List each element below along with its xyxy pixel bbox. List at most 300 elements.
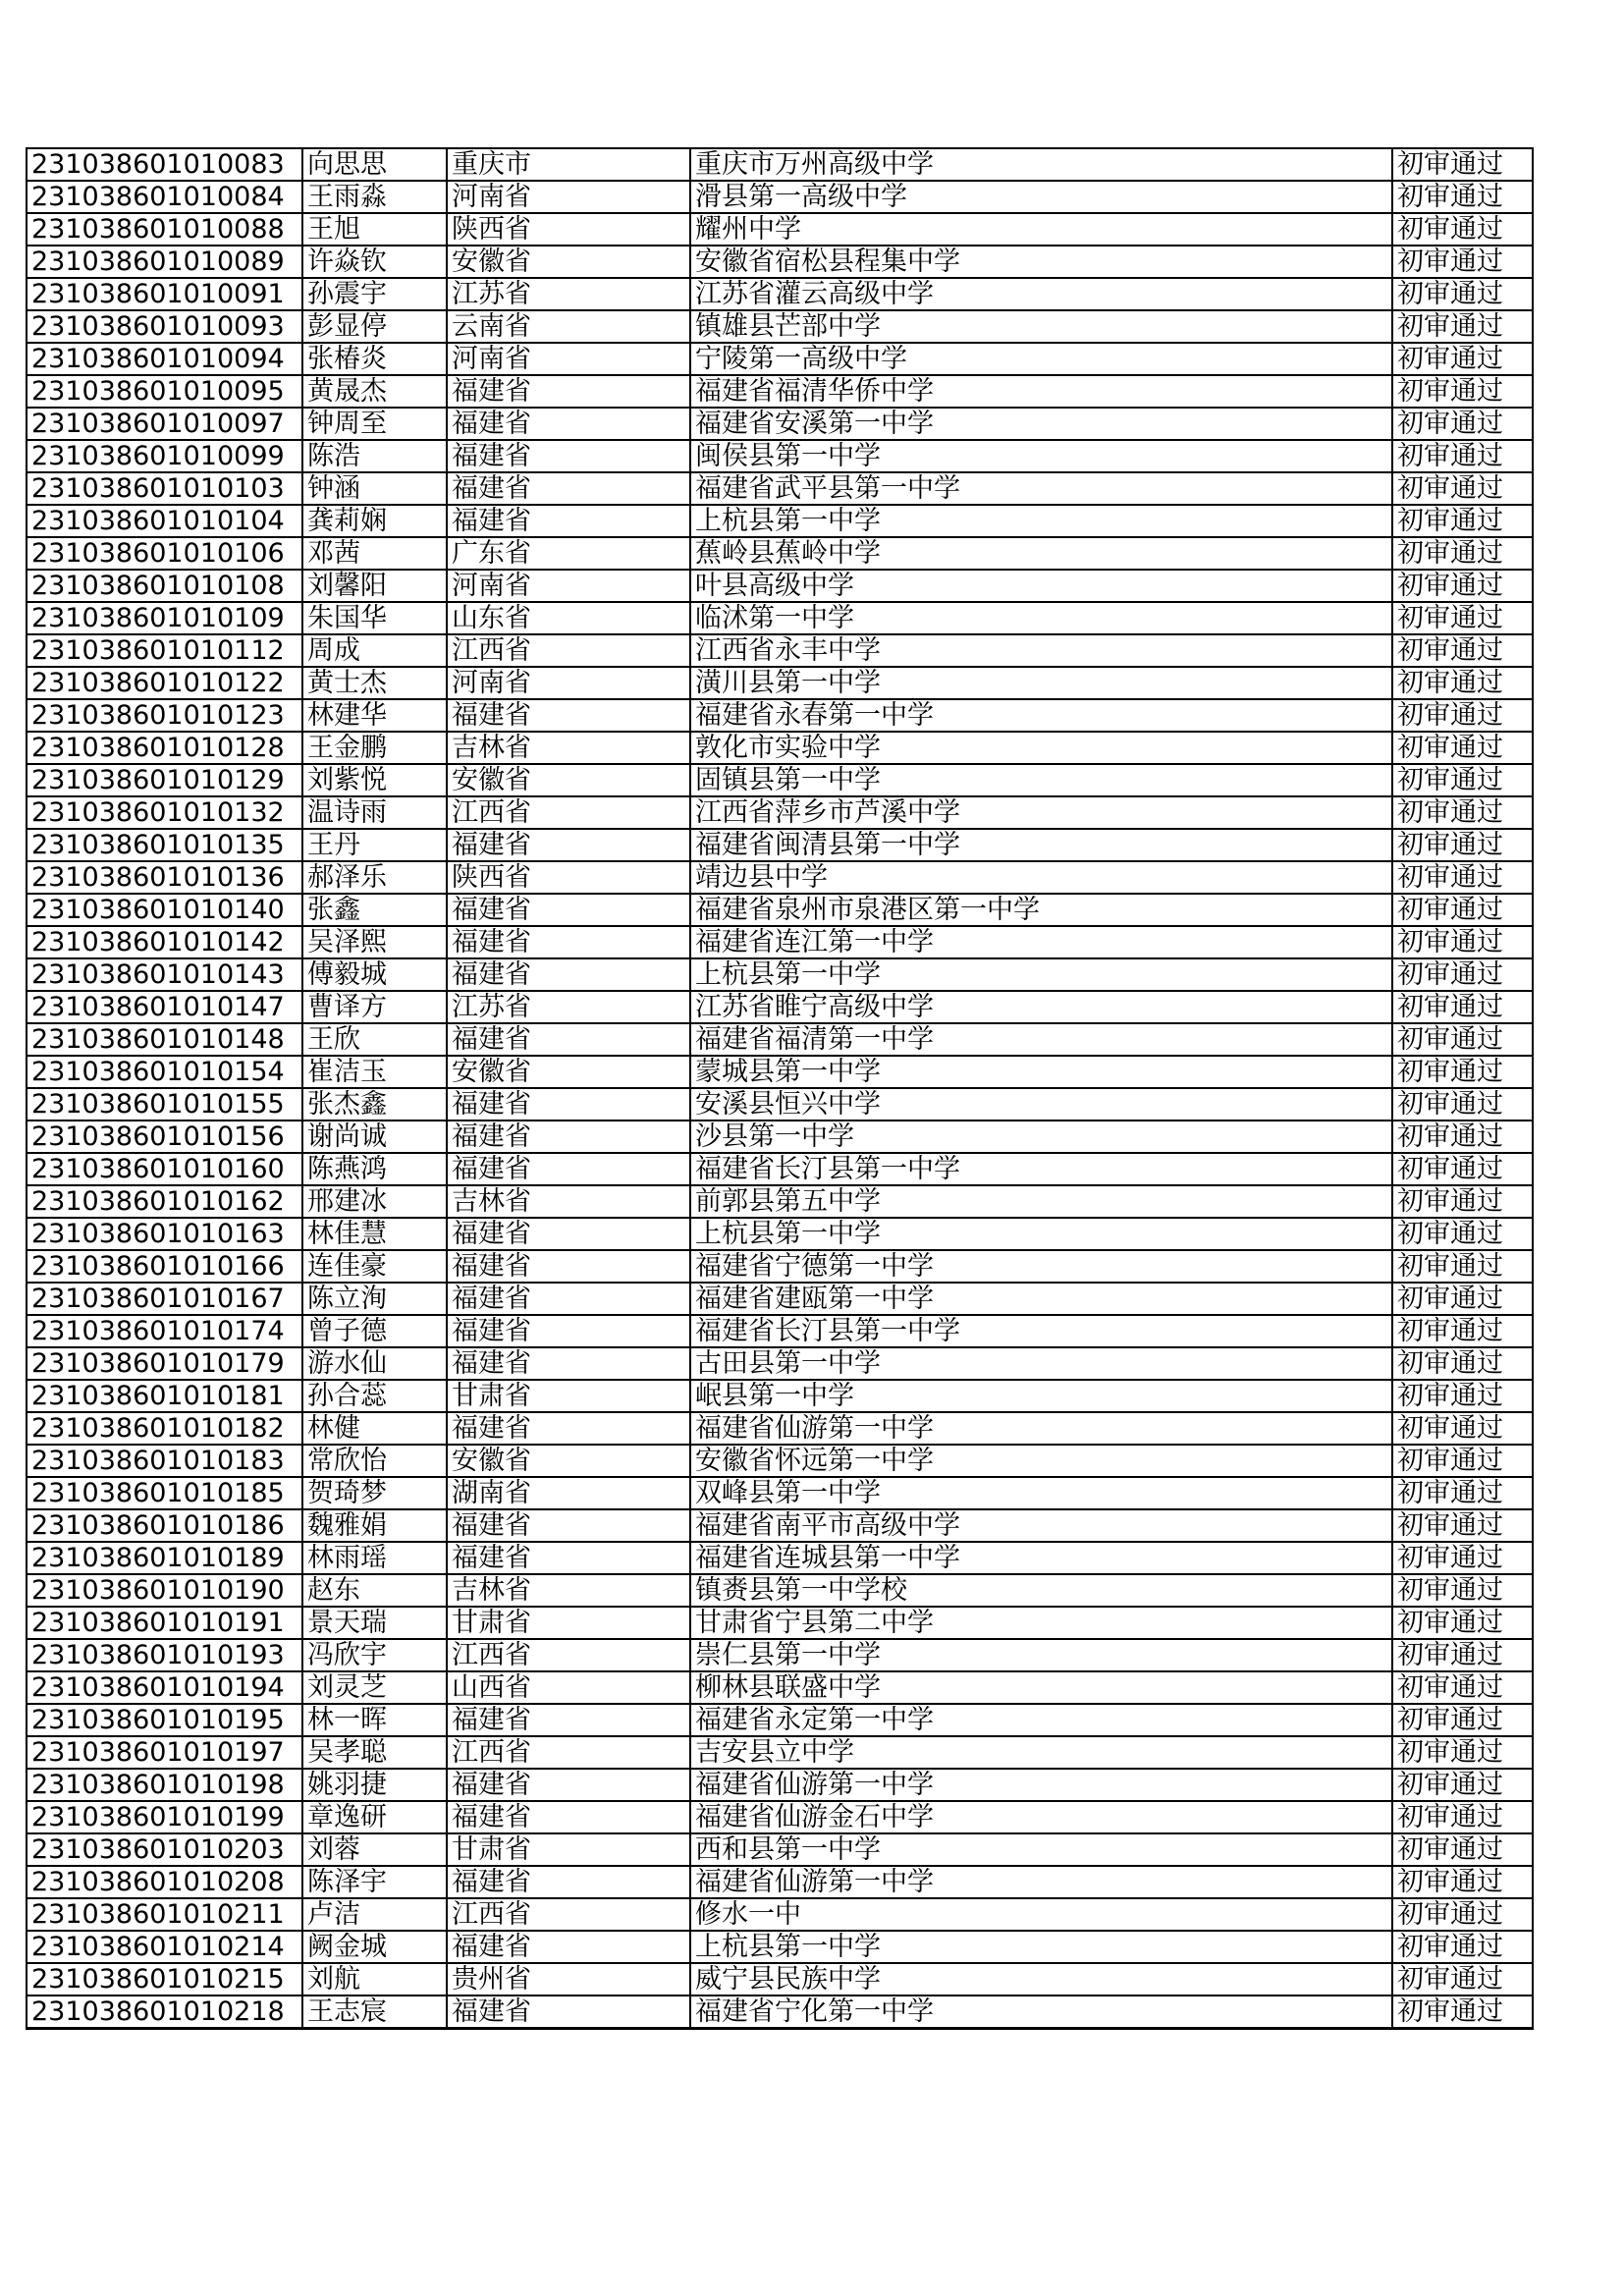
status-cell: 初审通过	[1392, 1801, 1533, 1833]
province-cell: 河南省	[447, 570, 690, 602]
applicant-id-cell: 231038601010108	[27, 570, 302, 602]
applicant-id-cell: 231038601010191	[27, 1607, 302, 1639]
province-cell: 安徽省	[447, 246, 690, 278]
applicant-name-cell: 曾子德	[302, 1315, 447, 1347]
school-cell: 江苏省灌云高级中学	[690, 278, 1392, 310]
applicant-id-cell: 231038601010166	[27, 1250, 302, 1283]
applicant-id-cell: 231038601010181	[27, 1380, 302, 1412]
school-cell: 重庆市万州高级中学	[690, 148, 1392, 181]
status-cell: 初审通过	[1392, 1931, 1533, 1963]
table-row	[27, 1898, 1533, 1931]
table-row	[27, 1607, 1533, 1639]
status-cell: 初审通过	[1392, 310, 1533, 343]
table-body	[27, 148, 1533, 2029]
status-cell: 初审通过	[1392, 634, 1533, 667]
status-cell: 初审通过	[1392, 148, 1533, 181]
table-row	[27, 699, 1533, 732]
status-cell: 初审通过	[1392, 537, 1533, 570]
applicant-id-cell: 231038601010094	[27, 343, 302, 375]
applicant-name-cell: 郝泽乐	[302, 861, 447, 894]
applicant-id-cell: 231038601010106	[27, 537, 302, 570]
applicant-id-cell: 231038601010154	[27, 1056, 302, 1088]
applicant-id-cell: 231038601010167	[27, 1283, 302, 1315]
applicant-name-cell: 吴泽熙	[302, 926, 447, 958]
applicant-id-cell: 231038601010095	[27, 375, 302, 408]
applicant-id-cell: 231038601010097	[27, 408, 302, 440]
status-cell: 初审通过	[1392, 1283, 1533, 1315]
applicant-name-cell: 王雨淼	[302, 181, 447, 213]
school-cell: 福建省福清华侨中学	[690, 375, 1392, 408]
applicant-name-cell: 陈浩	[302, 440, 447, 472]
applicant-name-cell: 王金鹏	[302, 732, 447, 764]
province-cell: 安徽省	[447, 764, 690, 796]
applicant-id-cell: 231038601010183	[27, 1445, 302, 1477]
table-row	[27, 1477, 1533, 1509]
school-cell: 福建省泉州市泉港区第一中学	[690, 894, 1392, 926]
applicant-name-cell: 林建华	[302, 699, 447, 732]
status-cell: 初审通过	[1392, 181, 1533, 213]
province-cell: 福建省	[447, 375, 690, 408]
province-cell: 福建省	[447, 1995, 690, 2029]
applicant-id-cell: 231038601010089	[27, 246, 302, 278]
applicant-name-cell: 刘紫悦	[302, 764, 447, 796]
school-cell: 福建省连城县第一中学	[690, 1542, 1392, 1574]
status-cell: 初审通过	[1392, 1833, 1533, 1866]
status-cell: 初审通过	[1392, 667, 1533, 699]
table-row	[27, 1153, 1533, 1185]
applicant-id-cell: 231038601010155	[27, 1088, 302, 1121]
school-cell: 敦化市实验中学	[690, 732, 1392, 764]
school-cell: 闽侯县第一中学	[690, 440, 1392, 472]
province-cell: 江西省	[447, 1736, 690, 1769]
applicant-id-cell: 231038601010214	[27, 1931, 302, 1963]
table-row	[27, 1121, 1533, 1153]
applicant-name-cell: 黄士杰	[302, 667, 447, 699]
table-row	[27, 1250, 1533, 1283]
applicant-id-cell: 231038601010122	[27, 667, 302, 699]
province-cell: 福建省	[447, 926, 690, 958]
applicant-id-cell: 231038601010195	[27, 1704, 302, 1736]
applicant-name-cell: 张杰鑫	[302, 1088, 447, 1121]
applicant-id-cell: 231038601010112	[27, 634, 302, 667]
table-row	[27, 1380, 1533, 1412]
applicant-name-cell: 刘航	[302, 1963, 447, 1995]
status-cell: 初审通过	[1392, 1995, 1533, 2029]
applicant-id-cell: 231038601010091	[27, 278, 302, 310]
school-cell: 耀州中学	[690, 213, 1392, 246]
table-row	[27, 1412, 1533, 1445]
table-row	[27, 1769, 1533, 1801]
applicant-name-cell: 彭显停	[302, 310, 447, 343]
status-cell: 初审通过	[1392, 1056, 1533, 1088]
province-cell: 福建省	[447, 699, 690, 732]
school-cell: 福建省宁德第一中学	[690, 1250, 1392, 1283]
applicant-name-cell: 温诗雨	[302, 796, 447, 829]
school-cell: 福建省仙游第一中学	[690, 1412, 1392, 1445]
school-cell: 蕉岭县蕉岭中学	[690, 537, 1392, 570]
status-cell: 初审通过	[1392, 894, 1533, 926]
applicant-id-cell: 231038601010194	[27, 1671, 302, 1704]
table-row	[27, 634, 1533, 667]
table-row	[27, 1995, 1533, 2029]
province-cell: 福建省	[447, 829, 690, 861]
school-cell: 滑县第一高级中学	[690, 181, 1392, 213]
province-cell: 福建省	[447, 1088, 690, 1121]
status-cell: 初审通过	[1392, 472, 1533, 505]
table-row	[27, 958, 1533, 991]
applicant-name-cell: 王志宸	[302, 1995, 447, 2029]
school-cell: 福建省安溪第一中学	[690, 408, 1392, 440]
applicant-id-cell: 231038601010189	[27, 1542, 302, 1574]
table-row	[27, 1639, 1533, 1671]
status-cell: 初审通过	[1392, 1769, 1533, 1801]
applicant-name-cell: 邢建冰	[302, 1185, 447, 1218]
province-cell: 福建省	[447, 1250, 690, 1283]
status-cell: 初审通过	[1392, 699, 1533, 732]
applicant-id-cell: 231038601010179	[27, 1347, 302, 1380]
province-cell: 陕西省	[447, 861, 690, 894]
province-cell: 福建省	[447, 1347, 690, 1380]
applicant-id-cell: 231038601010104	[27, 505, 302, 537]
applicant-id-cell: 231038601010193	[27, 1639, 302, 1671]
province-cell: 福建省	[447, 958, 690, 991]
province-cell: 福建省	[447, 505, 690, 537]
school-cell: 福建省建瓯第一中学	[690, 1283, 1392, 1315]
province-cell: 江西省	[447, 634, 690, 667]
applicant-id-cell: 231038601010140	[27, 894, 302, 926]
applicant-name-cell: 孙震宇	[302, 278, 447, 310]
applicant-name-cell: 赵东	[302, 1574, 447, 1607]
applicant-id-cell: 231038601010211	[27, 1898, 302, 1931]
applicant-name-cell: 刘馨阳	[302, 570, 447, 602]
table-row	[27, 1056, 1533, 1088]
school-cell: 福建省仙游第一中学	[690, 1866, 1392, 1898]
status-cell: 初审通过	[1392, 1380, 1533, 1412]
table-row	[27, 1218, 1533, 1250]
applicant-name-cell: 黄晟杰	[302, 375, 447, 408]
table-row	[27, 181, 1533, 213]
province-cell: 福建省	[447, 1121, 690, 1153]
table-row	[27, 1671, 1533, 1704]
status-cell: 初审通过	[1392, 861, 1533, 894]
status-cell: 初审通过	[1392, 1866, 1533, 1898]
table-row	[27, 861, 1533, 894]
table-row	[27, 1866, 1533, 1898]
school-cell: 福建省武平县第一中学	[690, 472, 1392, 505]
school-cell: 福建省闽清县第一中学	[690, 829, 1392, 861]
province-cell: 福建省	[447, 1866, 690, 1898]
school-cell: 江苏省睢宁高级中学	[690, 991, 1392, 1023]
school-cell: 临沭第一中学	[690, 602, 1392, 634]
applicant-name-cell: 孙合蕊	[302, 1380, 447, 1412]
applicant-name-cell: 陈泽宇	[302, 1866, 447, 1898]
school-cell: 蒙城县第一中学	[690, 1056, 1392, 1088]
status-cell: 初审通过	[1392, 213, 1533, 246]
table-row	[27, 796, 1533, 829]
province-cell: 福建省	[447, 1023, 690, 1056]
applicant-id-cell: 231038601010123	[27, 699, 302, 732]
applicant-name-cell: 吴孝聪	[302, 1736, 447, 1769]
school-cell: 安徽省怀远第一中学	[690, 1445, 1392, 1477]
school-cell: 福建省长汀县第一中学	[690, 1153, 1392, 1185]
applicant-id-cell: 231038601010203	[27, 1833, 302, 1866]
province-cell: 江西省	[447, 796, 690, 829]
applicant-name-cell: 崔洁玉	[302, 1056, 447, 1088]
province-cell: 山东省	[447, 602, 690, 634]
school-cell: 前郭县第五中学	[690, 1185, 1392, 1218]
province-cell: 甘肃省	[447, 1607, 690, 1639]
province-cell: 福建省	[447, 1283, 690, 1315]
table-row	[27, 1347, 1533, 1380]
applicant-id-cell: 231038601010198	[27, 1769, 302, 1801]
province-cell: 吉林省	[447, 1185, 690, 1218]
province-cell: 福建省	[447, 1315, 690, 1347]
status-cell: 初审通过	[1392, 1250, 1533, 1283]
applicant-id-cell: 231038601010160	[27, 1153, 302, 1185]
province-cell: 安徽省	[447, 1056, 690, 1088]
status-cell: 初审通过	[1392, 829, 1533, 861]
school-cell: 上杭县第一中学	[690, 1218, 1392, 1250]
status-cell: 初审通过	[1392, 926, 1533, 958]
school-cell: 福建省连江第一中学	[690, 926, 1392, 958]
table-row	[27, 1542, 1533, 1574]
status-cell: 初审通过	[1392, 570, 1533, 602]
table-row	[27, 1801, 1533, 1833]
status-cell: 初审通过	[1392, 1509, 1533, 1542]
applicant-name-cell: 景天瑞	[302, 1607, 447, 1639]
school-cell: 镇赉县第一中学校	[690, 1574, 1392, 1607]
status-cell: 初审通过	[1392, 1671, 1533, 1704]
applicant-name-cell: 朱国华	[302, 602, 447, 634]
applicant-id-cell: 231038601010136	[27, 861, 302, 894]
applicant-id-cell: 231038601010163	[27, 1218, 302, 1250]
applicant-id-cell: 231038601010147	[27, 991, 302, 1023]
province-cell: 江苏省	[447, 991, 690, 1023]
school-cell: 福建省南平市高级中学	[690, 1509, 1392, 1542]
applicant-id-cell: 231038601010186	[27, 1509, 302, 1542]
applicant-name-cell: 邓茜	[302, 537, 447, 570]
province-cell: 江西省	[447, 1898, 690, 1931]
applicant-name-cell: 龚莉娴	[302, 505, 447, 537]
province-cell: 福建省	[447, 1412, 690, 1445]
status-cell: 初审通过	[1392, 1185, 1533, 1218]
candidate-table	[26, 147, 1534, 2030]
applicant-name-cell: 王旭	[302, 213, 447, 246]
status-cell: 初审通过	[1392, 1607, 1533, 1639]
applicant-name-cell: 林一晖	[302, 1704, 447, 1736]
table-row	[27, 246, 1533, 278]
status-cell: 初审通过	[1392, 1088, 1533, 1121]
province-cell: 福建省	[447, 1769, 690, 1801]
applicant-name-cell: 魏雅娟	[302, 1509, 447, 1542]
applicant-id-cell: 231038601010143	[27, 958, 302, 991]
province-cell: 江西省	[447, 1639, 690, 1671]
school-cell: 固镇县第一中学	[690, 764, 1392, 796]
school-cell: 上杭县第一中学	[690, 1931, 1392, 1963]
table-row	[27, 570, 1533, 602]
status-cell: 初审通过	[1392, 1704, 1533, 1736]
province-cell: 云南省	[447, 310, 690, 343]
province-cell: 吉林省	[447, 1574, 690, 1607]
school-cell: 修水一中	[690, 1898, 1392, 1931]
table-row	[27, 926, 1533, 958]
applicant-id-cell: 231038601010174	[27, 1315, 302, 1347]
table-row	[27, 148, 1533, 181]
table-row	[27, 440, 1533, 472]
applicant-name-cell: 常欣怡	[302, 1445, 447, 1477]
province-cell: 河南省	[447, 181, 690, 213]
province-cell: 福建省	[447, 1704, 690, 1736]
province-cell: 福建省	[447, 894, 690, 926]
province-cell: 福建省	[447, 440, 690, 472]
province-cell: 福建省	[447, 1801, 690, 1833]
table-row	[27, 505, 1533, 537]
status-cell: 初审通过	[1392, 732, 1533, 764]
applicant-id-cell: 231038601010142	[27, 926, 302, 958]
school-cell: 甘肃省宁县第二中学	[690, 1607, 1392, 1639]
status-cell: 初审通过	[1392, 505, 1533, 537]
table-row	[27, 1736, 1533, 1769]
school-cell: 西和县第一中学	[690, 1833, 1392, 1866]
applicant-name-cell: 林佳慧	[302, 1218, 447, 1250]
applicant-name-cell: 章逸研	[302, 1801, 447, 1833]
applicant-name-cell: 冯欣宇	[302, 1639, 447, 1671]
table-row	[27, 764, 1533, 796]
applicant-id-cell: 231038601010135	[27, 829, 302, 861]
applicant-id-cell: 231038601010199	[27, 1801, 302, 1833]
province-cell: 甘肃省	[447, 1833, 690, 1866]
status-cell: 初审通过	[1392, 1639, 1533, 1671]
province-cell: 福建省	[447, 1153, 690, 1185]
status-cell: 初审通过	[1392, 1574, 1533, 1607]
school-cell: 安溪县恒兴中学	[690, 1088, 1392, 1121]
status-cell: 初审通过	[1392, 408, 1533, 440]
province-cell: 安徽省	[447, 1445, 690, 1477]
province-cell: 陕西省	[447, 213, 690, 246]
status-cell: 初审通过	[1392, 764, 1533, 796]
status-cell: 初审通过	[1392, 1898, 1533, 1931]
status-cell: 初审通过	[1392, 343, 1533, 375]
school-cell: 威宁县民族中学	[690, 1963, 1392, 1995]
applicant-name-cell: 张鑫	[302, 894, 447, 926]
table-row	[27, 732, 1533, 764]
school-cell: 福建省宁化第一中学	[690, 1995, 1392, 2029]
applicant-id-cell: 231038601010129	[27, 764, 302, 796]
status-cell: 初审通过	[1392, 958, 1533, 991]
school-cell: 柳林县联盛中学	[690, 1671, 1392, 1704]
applicant-id-cell: 231038601010084	[27, 181, 302, 213]
applicant-id-cell: 231038601010185	[27, 1477, 302, 1509]
table-row	[27, 1315, 1533, 1347]
table-row	[27, 213, 1533, 246]
status-cell: 初审通过	[1392, 375, 1533, 408]
applicant-id-cell: 231038601010208	[27, 1866, 302, 1898]
table-row	[27, 408, 1533, 440]
table-row	[27, 1704, 1533, 1736]
school-cell: 宁陵第一高级中学	[690, 343, 1392, 375]
applicant-name-cell: 钟周至	[302, 408, 447, 440]
school-cell: 福建省仙游金石中学	[690, 1801, 1392, 1833]
status-cell: 初审通过	[1392, 246, 1533, 278]
applicant-id-cell: 231038601010083	[27, 148, 302, 181]
school-cell: 安徽省宿松县程集中学	[690, 246, 1392, 278]
status-cell: 初审通过	[1392, 796, 1533, 829]
status-cell: 初审通过	[1392, 1347, 1533, 1380]
applicant-id-cell: 231038601010128	[27, 732, 302, 764]
school-cell: 叶县高级中学	[690, 570, 1392, 602]
school-cell: 江西省永丰中学	[690, 634, 1392, 667]
applicant-name-cell: 卢洁	[302, 1898, 447, 1931]
status-cell: 初审通过	[1392, 278, 1533, 310]
table-row	[27, 1283, 1533, 1315]
applicant-id-cell: 231038601010088	[27, 213, 302, 246]
applicant-name-cell: 林健	[302, 1412, 447, 1445]
school-cell: 福建省永春第一中学	[690, 699, 1392, 732]
school-cell: 上杭县第一中学	[690, 958, 1392, 991]
province-cell: 福建省	[447, 1931, 690, 1963]
applicant-name-cell: 陈立洵	[302, 1283, 447, 1315]
school-cell: 福建省永定第一中学	[690, 1704, 1392, 1736]
applicant-name-cell: 谢尚诚	[302, 1121, 447, 1153]
school-cell: 江西省萍乡市芦溪中学	[690, 796, 1392, 829]
province-cell: 河南省	[447, 667, 690, 699]
school-cell: 崇仁县第一中学	[690, 1639, 1392, 1671]
applicant-name-cell: 阙金城	[302, 1931, 447, 1963]
school-cell: 沙县第一中学	[690, 1121, 1392, 1153]
applicant-name-cell: 曹译方	[302, 991, 447, 1023]
applicant-name-cell: 周成	[302, 634, 447, 667]
status-cell: 初审通过	[1392, 1736, 1533, 1769]
province-cell: 吉林省	[447, 732, 690, 764]
province-cell: 福建省	[447, 1542, 690, 1574]
school-cell: 福建省长汀县第一中学	[690, 1315, 1392, 1347]
province-cell: 江苏省	[447, 278, 690, 310]
school-cell: 潢川县第一中学	[690, 667, 1392, 699]
status-cell: 初审通过	[1392, 1153, 1533, 1185]
applicant-id-cell: 231038601010218	[27, 1995, 302, 2029]
province-cell: 贵州省	[447, 1963, 690, 1995]
school-cell: 靖边县中学	[690, 861, 1392, 894]
table-row	[27, 1088, 1533, 1121]
school-cell: 上杭县第一中学	[690, 505, 1392, 537]
table-row	[27, 667, 1533, 699]
province-cell: 重庆市	[447, 148, 690, 181]
applicant-name-cell: 许焱钦	[302, 246, 447, 278]
province-cell: 广东省	[447, 537, 690, 570]
table-row	[27, 310, 1533, 343]
applicant-name-cell: 贺琦梦	[302, 1477, 447, 1509]
school-cell: 古田县第一中学	[690, 1347, 1392, 1380]
status-cell: 初审通过	[1392, 602, 1533, 634]
table-row	[27, 375, 1533, 408]
applicant-name-cell: 连佳豪	[302, 1250, 447, 1283]
applicant-name-cell: 王欣	[302, 1023, 447, 1056]
status-cell: 初审通过	[1392, 1315, 1533, 1347]
province-cell: 福建省	[447, 408, 690, 440]
status-cell: 初审通过	[1392, 1542, 1533, 1574]
school-cell: 岷县第一中学	[690, 1380, 1392, 1412]
province-cell: 河南省	[447, 343, 690, 375]
school-cell: 吉安县立中学	[690, 1736, 1392, 1769]
table-row	[27, 278, 1533, 310]
status-cell: 初审通过	[1392, 1963, 1533, 1995]
table-row	[27, 343, 1533, 375]
applicant-id-cell: 231038601010190	[27, 1574, 302, 1607]
table-row	[27, 1963, 1533, 1995]
status-cell: 初审通过	[1392, 1412, 1533, 1445]
applicant-name-cell: 张椿炎	[302, 343, 447, 375]
applicant-name-cell: 林雨瑶	[302, 1542, 447, 1574]
